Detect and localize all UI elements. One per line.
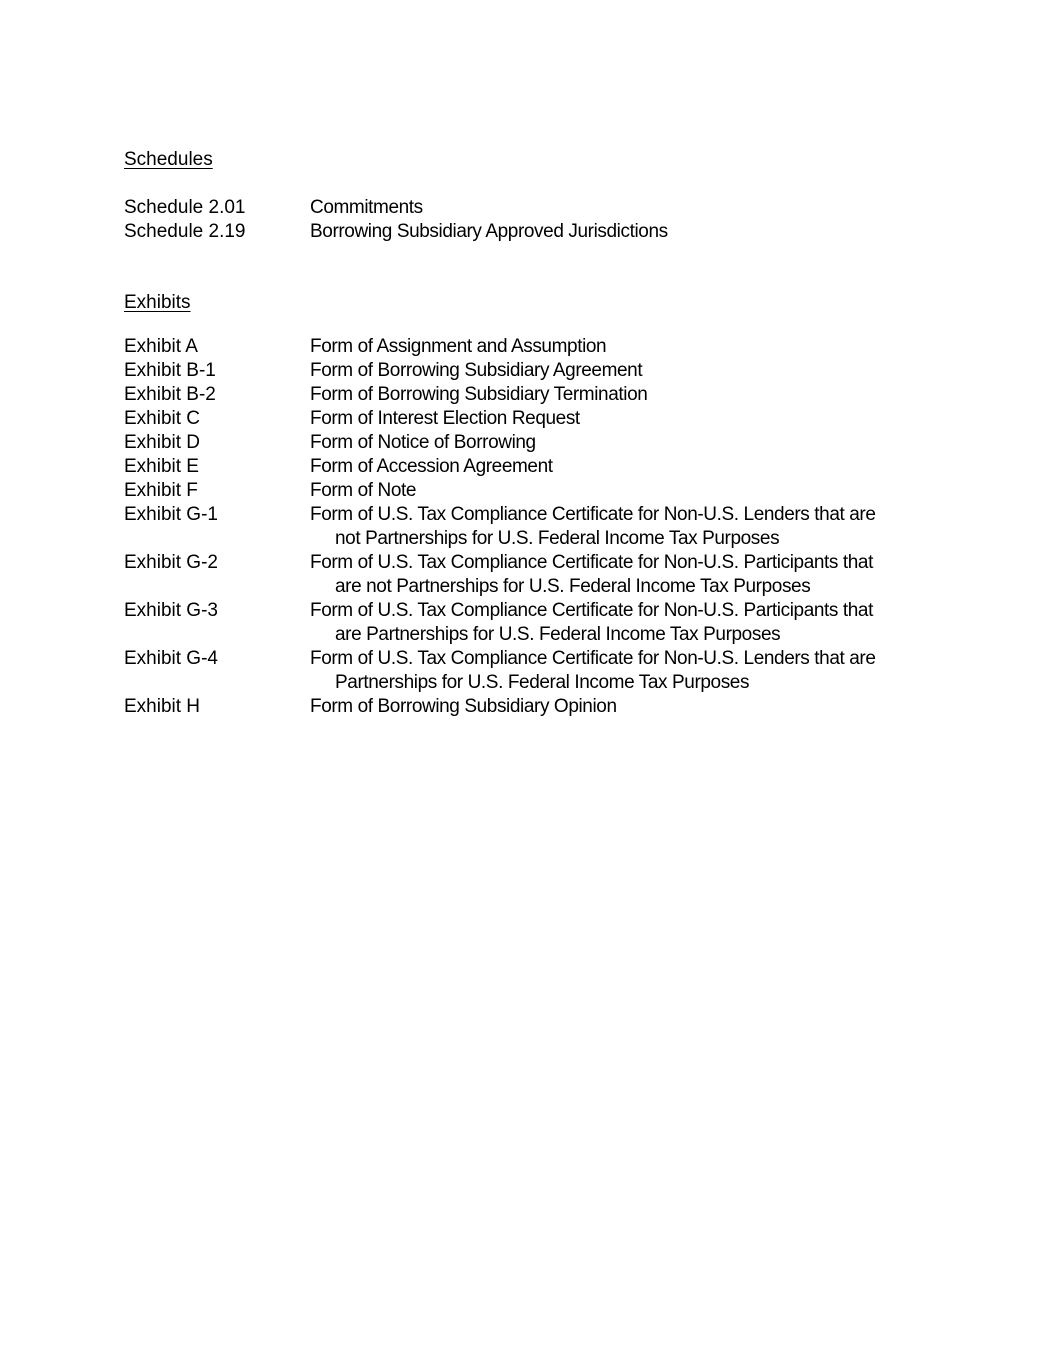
exhibit-description-line-1: Form of U.S. Tax Compliance Certificate for Non-U.S. Participants that [310,552,873,573]
exhibits-list [124,335,924,719]
exhibit-description-line-2: Partnerships for U.S. Federal Income Tax Purposes [335,672,750,693]
exhibit-description-line-1: Form of U.S. Tax Compliance Certificate for Non-U.S. Participants that [310,600,873,621]
list-item [124,407,924,431]
exhibit-description: Form of Accession Agreement [310,456,553,477]
list-item [124,359,924,383]
exhibit-description [310,551,924,599]
list-item [124,599,924,647]
exhibit-description: Form of Borrowing Subsidiary Opinion [310,696,617,717]
exhibit-label: Exhibit A [124,336,198,357]
exhibit-description: Form of Assignment and Assumption [310,336,607,357]
exhibit-label: Exhibit G-3 [124,600,218,621]
exhibit-description: Form of Borrowing Subsidiary Termination [310,384,648,405]
exhibit-description [310,503,924,551]
schedules-list [124,196,924,244]
schedule-label: Schedule 2.01 [124,197,246,218]
exhibit-label: Exhibit C [124,408,201,429]
exhibit-label: Exhibit H [124,696,201,717]
exhibit-description: Form of Notice of Borrowing [310,432,536,453]
list-item [124,455,924,479]
exhibit-description: Form of Note [310,480,417,501]
exhibit-description-line-1: Form of U.S. Tax Compliance Certificate for Non-U.S. Lenders that are [310,648,876,669]
list-item [124,479,924,503]
exhibit-description-line-2: are Partnerships for U.S. Federal Income Tax Purposes [335,624,781,645]
exhibit-label: Exhibit B-2 [124,384,216,405]
exhibit-label: Exhibit G-1 [124,504,218,525]
list-item [124,695,924,719]
exhibit-description [310,647,924,695]
schedules-heading: Schedules [124,149,213,170]
schedule-description: Commitments [310,197,423,218]
exhibit-label: Exhibit D [124,432,201,453]
list-item [124,431,924,455]
exhibit-description-line-2: not Partnerships for U.S. Federal Income Tax Purposes [335,528,780,549]
exhibit-label: Exhibit G-2 [124,552,218,573]
list-item [124,647,924,695]
list-item [124,551,924,599]
exhibit-label: Exhibit G-4 [124,648,218,669]
exhibit-label: Exhibit F [124,480,198,501]
list-item [124,220,924,244]
exhibit-description-line-1: Form of U.S. Tax Compliance Certificate for Non-U.S. Lenders that are [310,504,876,525]
exhibit-description: Form of Interest Election Request [310,408,580,429]
exhibit-description [310,599,924,647]
exhibit-label: Exhibit B-1 [124,360,216,381]
exhibit-label: Exhibit E [124,456,199,477]
list-item [124,503,924,551]
list-item [124,196,924,220]
schedule-description: Borrowing Subsidiary Approved Jurisdictions [310,221,668,242]
exhibit-description: Form of Borrowing Subsidiary Agreement [310,360,643,381]
list-item [124,335,924,359]
list-item [124,383,924,407]
exhibit-description-line-2: are not Partnerships for U.S. Federal Income Tax Purposes [335,576,811,597]
schedule-label: Schedule 2.19 [124,221,246,242]
exhibits-heading: Exhibits [124,292,191,313]
